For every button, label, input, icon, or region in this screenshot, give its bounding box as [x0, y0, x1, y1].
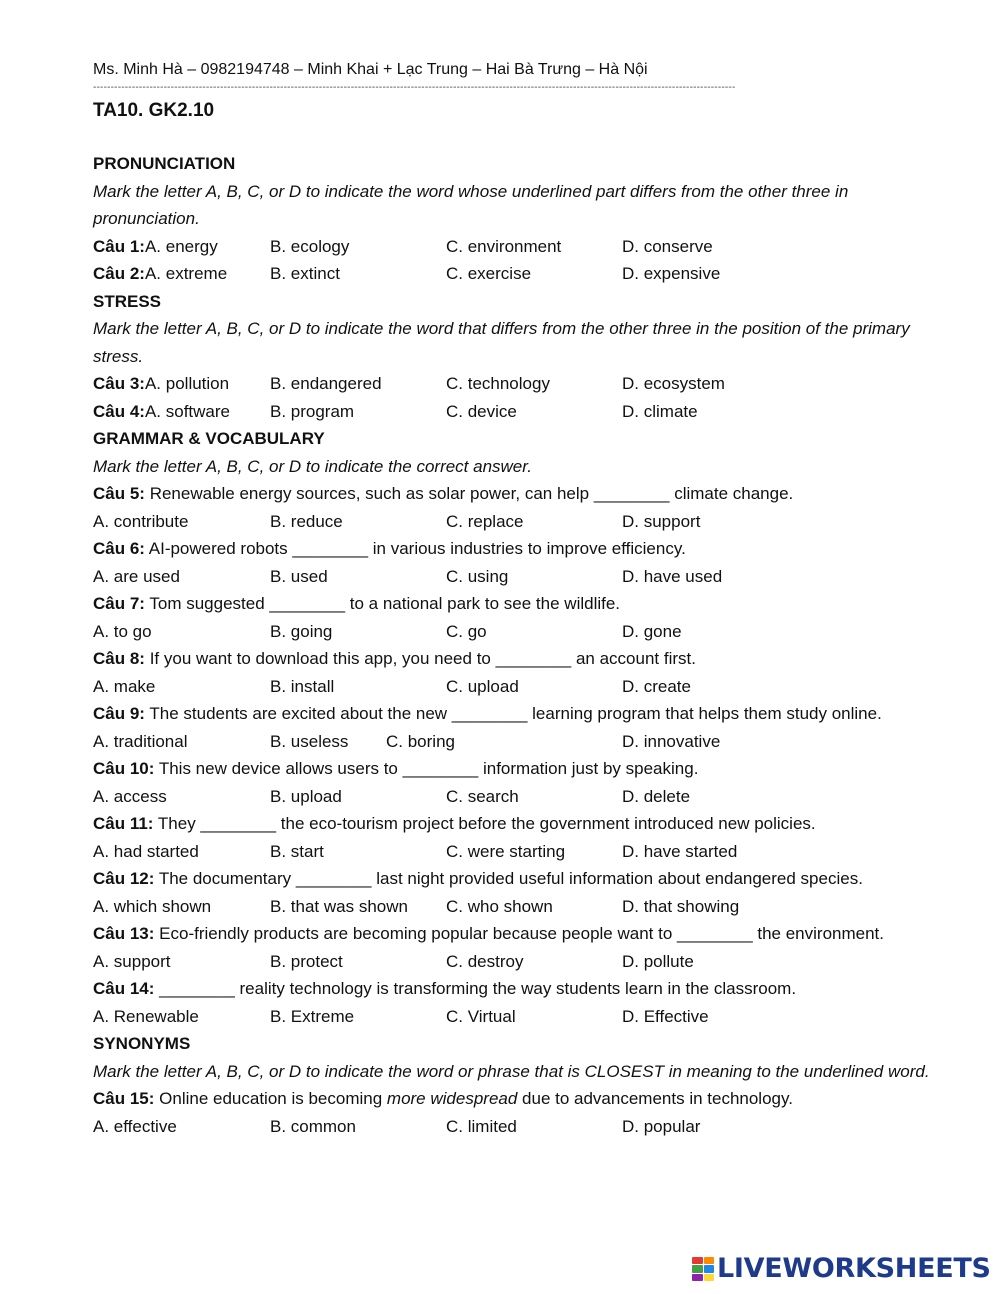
option-c[interactable]: C. exercise [446, 264, 532, 283]
contact-header: Ms. Minh Hà – 0982194748 – Minh Khai + Lạc Trung – Hai Bà Trưng – Hà Nội [93, 61, 648, 78]
liveworksheets-logo[interactable] [692, 1254, 991, 1284]
option-b[interactable]: B. protect [270, 951, 343, 971]
question-4 [93, 398, 953, 426]
instruction-synonyms: Mark the letter A, B, C, or D to indicate the word or phrase that is CLOSEST in meaning to the underlined word. [93, 1061, 930, 1081]
option-a[interactable]: A. support [93, 951, 171, 971]
question-14-options [93, 1003, 953, 1031]
question-label: Câu 7: [93, 594, 145, 613]
question-6-options [93, 563, 953, 591]
option-b[interactable]: B. endangered [270, 374, 382, 393]
option-c[interactable]: C. device [446, 401, 517, 421]
question-11-options [93, 838, 953, 866]
section-heading-grammar: GRAMMAR & VOCABULARY [93, 429, 325, 448]
option-c[interactable]: C. search [446, 786, 519, 806]
option-a[interactable]: A. traditional [93, 731, 188, 751]
question-label: Câu 9: [93, 704, 145, 723]
question-7-stem [93, 590, 953, 618]
logo-text: LIVEWORKSHEETS [717, 1253, 991, 1284]
question-label: Câu 14: [93, 979, 155, 998]
option-c[interactable]: C. who shown [446, 896, 553, 916]
option-b[interactable]: B. start [270, 841, 324, 861]
option-d[interactable]: D. conserve [622, 236, 713, 256]
question-label: Câu 4: [93, 401, 145, 421]
option-b[interactable]: B. that was shown [270, 896, 408, 916]
question-text: The documentary ________ last night provided useful information about endangered species. [154, 869, 863, 888]
logo-block [704, 1274, 715, 1281]
option-c[interactable]: C. using [446, 566, 509, 586]
option-c[interactable]: C. destroy [446, 951, 524, 971]
option-d[interactable]: D. innovative [622, 731, 721, 751]
option-d[interactable]: D. pollute [622, 951, 694, 971]
option-b[interactable]: B. ecology [270, 236, 350, 256]
option-d[interactable]: D. ecosystem [622, 374, 725, 393]
option-c[interactable]: C. were starting [446, 841, 566, 861]
option-b[interactable]: B. used [270, 566, 328, 586]
question-label: Câu 3: [93, 374, 145, 393]
option-b[interactable]: B. going [270, 621, 333, 641]
option-a[interactable]: A. had started [93, 841, 199, 861]
question-label: Câu 5: [93, 484, 145, 503]
question-5-stem [93, 480, 953, 508]
option-d[interactable]: D. support [622, 511, 701, 531]
option-d[interactable]: D. create [622, 676, 691, 696]
option-b[interactable]: B. useless [270, 731, 349, 751]
question-label: Câu 12: [93, 869, 155, 888]
option-c[interactable]: C. go [446, 621, 487, 641]
section-heading-stress: STRESS [93, 291, 162, 311]
question-8-options [93, 673, 953, 701]
question-12-options [93, 893, 953, 921]
question-label: Câu 11: [93, 814, 154, 833]
option-b[interactable]: B. common [270, 1116, 356, 1136]
question-label: Câu 6: [93, 539, 145, 558]
option-a[interactable] [93, 370, 229, 398]
question-6-stem [93, 535, 953, 563]
liveworksheets-logo-icon [692, 1257, 714, 1281]
question-text: Eco-friendly products are becoming popular because people want to ________ the environment. [154, 924, 885, 943]
instruction-stress: Mark the letter A, B, C, or D to indicate the word that differs from the other three in the position of the primary stress. [93, 319, 910, 366]
option-d[interactable]: D. have used [622, 566, 723, 586]
question-5-options [93, 508, 953, 536]
option-d[interactable]: D. Effective [622, 1006, 709, 1026]
question-label: Câu 1: [93, 236, 145, 256]
option-a[interactable] [93, 260, 227, 288]
option-a[interactable]: A. to go [93, 621, 152, 641]
logo-block [692, 1257, 703, 1264]
option-a[interactable]: A. make [93, 676, 156, 696]
option-d[interactable]: D. climate [622, 401, 698, 421]
option-a[interactable]: A. which shown [93, 896, 212, 916]
question-text-before: Online education is becoming [154, 1089, 387, 1108]
worksheet-page [93, 58, 953, 1140]
question-15-stem [93, 1085, 953, 1113]
dashed-divider: -------------------------------------------------------------------------------------------------------------------------------------------------------------------------------------- [93, 82, 736, 93]
question-13-stem [93, 920, 953, 948]
section-heading-pronunciation: PRONUNCIATION [93, 154, 236, 173]
question-text: If you want to download this app, you need to ________ an account first. [144, 649, 696, 668]
option-a[interactable] [93, 233, 218, 261]
question-12-stem [93, 865, 953, 893]
option-a[interactable]: A. are used [93, 566, 180, 586]
option-c[interactable]: C. technology [446, 374, 550, 393]
option-a[interactable]: A. effective [93, 1116, 177, 1136]
logo-block [692, 1274, 703, 1281]
option-c[interactable]: C. upload [446, 676, 519, 696]
option-a-text: A. software [144, 401, 231, 421]
question-9-options [93, 728, 953, 756]
question-9-stem [93, 700, 953, 728]
question-text: Tom suggested ________ to a national park to see the wildlife. [144, 594, 621, 613]
option-a[interactable]: A. access [93, 786, 167, 806]
option-d[interactable]: D. that showing [622, 896, 740, 916]
option-a-text: A. pollution [144, 374, 230, 393]
page-title: TA10. GK2.10 [93, 100, 215, 121]
question-label: Câu 15: [93, 1089, 155, 1108]
question-label: Câu 10: [93, 759, 155, 778]
question-2 [93, 260, 953, 288]
question-text: AI-powered robots ________ in various industries to improve efficiency. [144, 539, 686, 558]
spacer [93, 125, 953, 150]
question-text: Renewable energy sources, such as solar power, can help ________ climate change. [144, 484, 794, 503]
option-c[interactable]: C. environment [446, 236, 562, 256]
logo-block [704, 1257, 715, 1264]
option-b[interactable]: B. extinct [270, 264, 340, 283]
question-text: This new device allows users to ________ information just by speaking. [154, 759, 699, 778]
question-text: ________ reality technology is transforming the way students learn in the classroom. [154, 979, 797, 998]
question-11-stem [93, 810, 953, 838]
question-10-stem [93, 755, 953, 783]
option-c[interactable]: C. limited [446, 1116, 517, 1136]
option-d[interactable]: D. gone [622, 621, 682, 641]
option-a[interactable]: A. Renewable [93, 1006, 199, 1026]
question-3 [93, 370, 953, 398]
option-b[interactable]: B. upload [270, 786, 342, 806]
question-1 [93, 233, 953, 261]
underlined-phrase: more widespread [386, 1089, 518, 1108]
question-14-stem [93, 975, 953, 1003]
option-a-text: A. extreme [144, 264, 228, 283]
option-c[interactable]: C. replace [446, 511, 524, 531]
question-text: They ________ the eco-tourism project before the government introduced new policies. [153, 814, 816, 833]
logo-block [692, 1265, 703, 1272]
option-b[interactable]: B. program [270, 401, 355, 421]
question-label: Câu 8: [93, 649, 145, 668]
question-label: Câu 2: [93, 264, 145, 283]
question-text: The students are excited about the new ________ learning program that helps them study online. [144, 704, 882, 723]
section-heading-synonyms: SYNONYMS [93, 1034, 191, 1053]
logo-block [704, 1265, 715, 1272]
option-d[interactable]: D. popular [622, 1116, 701, 1136]
question-10-options [93, 783, 953, 811]
question-13-options [93, 948, 953, 976]
option-b[interactable]: B. Extreme [270, 1006, 355, 1026]
option-d[interactable]: D. expensive [622, 264, 721, 283]
question-8-stem [93, 645, 953, 673]
instruction-pronunciation: Mark the letter A, B, C, or D to indicate the word whose underlined part differs from the other three in pronunciation. [93, 181, 849, 228]
option-c[interactable]: C. Virtual [446, 1006, 516, 1026]
option-b[interactable]: B. reduce [270, 511, 343, 531]
option-d[interactable]: D. have started [622, 841, 738, 861]
question-label: Câu 13: [93, 924, 155, 943]
question-7-options [93, 618, 953, 646]
instruction-grammar: Mark the letter A, B, C, or D to indicate the correct answer. [93, 456, 533, 476]
option-a[interactable]: A. contribute [93, 511, 189, 531]
question-text-after: due to advancements in technology. [517, 1089, 793, 1108]
option-d[interactable]: D. delete [622, 786, 691, 806]
option-a-text: A. energy [144, 236, 218, 256]
question-15-options [93, 1113, 953, 1141]
option-b[interactable]: B. install [270, 676, 335, 696]
option-a[interactable] [93, 398, 230, 426]
option-c[interactable]: C. boring [386, 731, 455, 751]
